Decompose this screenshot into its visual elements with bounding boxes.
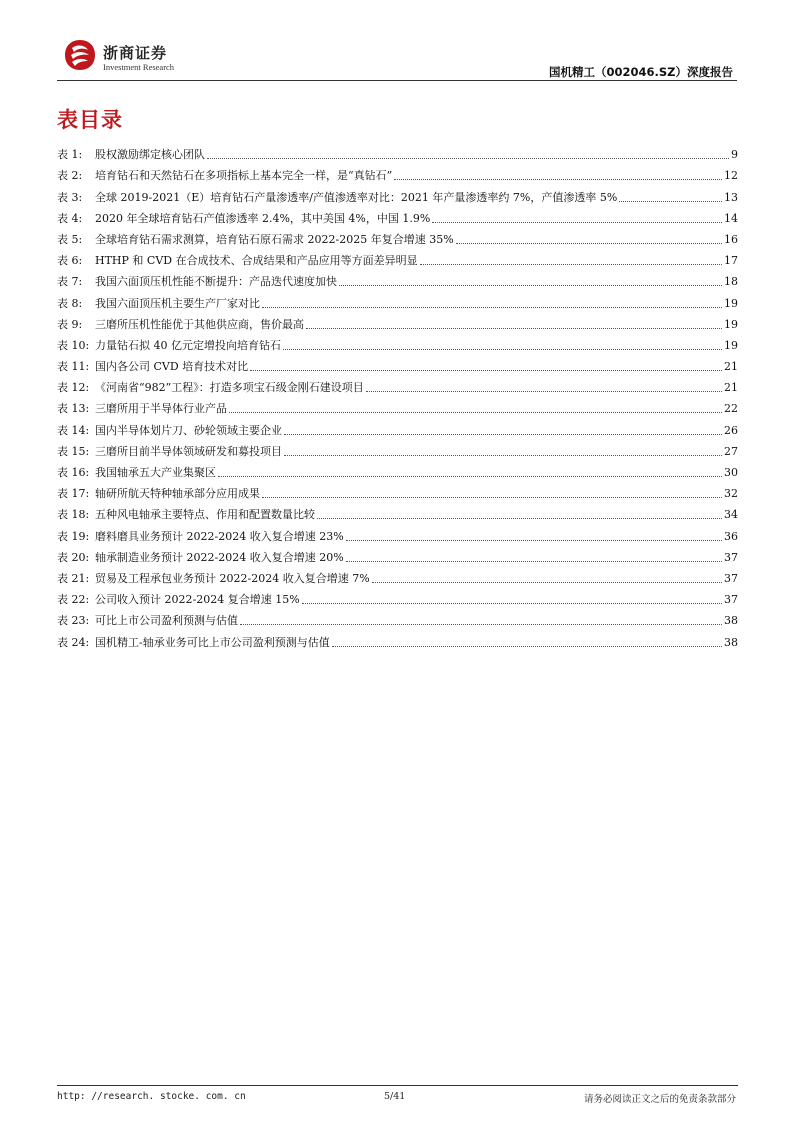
toc-entry-page: 37 — [724, 550, 738, 564]
toc-entry-text: 国内各公司 CVD 培育技术对比 — [95, 360, 249, 374]
toc-entry-text: 国机精工-轴承业务可比上市公司盈利预测与估值 — [95, 635, 330, 649]
toc-entry-title — [57, 465, 216, 480]
footer-url-link[interactable]: http: //research. stocke. com. cn — [57, 1091, 246, 1102]
toc-entry-label: 表 12: — [57, 381, 90, 395]
toc-entry[interactable] — [57, 607, 738, 628]
toc-entry-title — [57, 359, 248, 374]
toc-entry-text: 国内半导体划片刀、砂轮领域主要企业 — [95, 423, 282, 437]
page-header — [57, 0, 737, 82]
toc-leader-dots — [456, 243, 722, 244]
page-number: 5/41 — [384, 1091, 406, 1102]
footer-divider — [57, 1085, 738, 1086]
toc-entry-text: 全球 2019-2021（E）培育钻石产量渗透率/产值渗透率对比：2021 年产量渗透率约 7%，产值渗透率 5% — [95, 190, 618, 204]
toc-entry-label: 表 13: — [57, 402, 90, 416]
toc-entry-label: 表 1: — [57, 148, 83, 162]
toc-entry-title — [57, 380, 364, 395]
toc-entry-text: 我国六面顶压机性能不断提升：产品迭代速度加快 — [95, 275, 337, 289]
toc-entry-page: 17 — [724, 254, 738, 268]
toc-entry-page: 13 — [724, 190, 738, 204]
toc-entry[interactable] — [57, 268, 738, 289]
brand-name-cn: 浙商证券 — [103, 44, 168, 62]
toc-entry-text: 磨料磨具业务预计 2022-2024 收入复合增速 23% — [95, 529, 344, 543]
toc-entry-text: 公司收入预计 2022-2024 复合增速 15% — [95, 593, 300, 607]
toc-leader-dots — [229, 412, 722, 413]
toc-entry-page: 19 — [724, 338, 738, 352]
toc-entry[interactable] — [57, 395, 738, 416]
toc-entry-page: 16 — [724, 232, 738, 246]
toc-entry-title — [57, 211, 430, 226]
toc-entry-page: 37 — [724, 571, 738, 585]
toc-entry-text: 可比上市公司盈利预测与估值 — [95, 614, 238, 628]
toc-entry[interactable] — [57, 289, 738, 310]
toc-entry[interactable] — [57, 565, 738, 586]
toc-entry-text: 2020 年全球培育钻石产值渗透率 2.4%，其中美国 4%，中国 1.9% — [95, 211, 431, 225]
toc-leader-dots — [346, 540, 722, 541]
toc-entry-text: 轴研所航天特种轴承部分应用成果 — [95, 487, 260, 501]
toc-entry-label: 表 11: — [57, 360, 90, 374]
toc-entry-page: 18 — [724, 275, 738, 289]
toc-entry-label: 表 22: — [57, 593, 90, 607]
toc-entry-text: HTHP 和 CVD 在合成技术、合成结果和产品应用等方面差异明显 — [95, 254, 418, 268]
toc-entry-page: 38 — [724, 635, 738, 649]
toc-entry-page: 9 — [731, 148, 738, 162]
header-divider — [57, 80, 737, 81]
toc-entry[interactable] — [57, 205, 738, 226]
toc-entry-title — [57, 550, 344, 565]
toc-entry-label: 表 6: — [57, 254, 83, 268]
zheshang-logo-icon — [63, 38, 97, 72]
toc-entry-title — [57, 592, 300, 607]
toc-leader-dots — [420, 264, 722, 265]
toc-entry-page: 38 — [724, 614, 738, 628]
toc-entry-label: 表 18: — [57, 508, 90, 522]
toc-leader-dots — [306, 328, 722, 329]
toc-entry-page: 26 — [724, 423, 738, 437]
toc-leader-dots — [339, 285, 722, 286]
toc-entry[interactable] — [57, 162, 738, 183]
toc-leader-dots — [372, 582, 722, 583]
toc-leader-dots — [284, 455, 722, 456]
toc-entry-title — [57, 338, 281, 353]
toc-entry-page: 21 — [724, 381, 738, 395]
toc-entry-page: 19 — [724, 317, 738, 331]
toc-entry-title — [57, 296, 260, 311]
toc-leader-dots — [332, 646, 722, 647]
toc-entry-label: 表 2: — [57, 169, 83, 183]
toc-entry-title — [57, 613, 238, 628]
toc-entry-label: 表 20: — [57, 550, 90, 564]
toc-leader-dots — [240, 624, 722, 625]
toc-entry-text: 我国六面顶压机主要生产厂家对比 — [95, 296, 260, 310]
table-of-tables-list — [57, 141, 738, 650]
toc-entry[interactable] — [57, 438, 738, 459]
toc-entry-text: 我国轴承五大产业集聚区 — [95, 466, 216, 479]
toc-leader-dots — [262, 307, 722, 308]
toc-entry-title — [57, 571, 370, 586]
toc-entry-page: 22 — [724, 402, 738, 416]
toc-leader-dots — [366, 391, 722, 392]
toc-entry-label: 表 16: — [57, 466, 90, 479]
toc-leader-dots — [207, 158, 729, 159]
toc-entry[interactable] — [57, 628, 738, 649]
toc-entry-label: 表 17: — [57, 487, 90, 501]
toc-entry-page: 36 — [724, 529, 738, 543]
toc-entry-label: 表 5: — [57, 232, 83, 246]
disclaimer-note: 请务必阅读正文之后的免责条款部分 — [583, 1094, 736, 1105]
toc-entry-label: 表 14: — [57, 423, 90, 437]
toc-entry-page: 30 — [724, 466, 738, 479]
toc-entry-title — [57, 274, 337, 289]
toc-entry-label: 表 9: — [57, 317, 83, 331]
toc-entry-label: 表 4: — [57, 211, 83, 225]
toc-entry-label: 表 10: — [57, 338, 90, 352]
toc-leader-dots — [284, 434, 722, 435]
toc-entry-label: 表 21: — [57, 571, 90, 585]
toc-entry-page: 21 — [724, 360, 738, 374]
toc-entry-text: 三磨所用于半导体行业产品 — [95, 402, 227, 416]
toc-leader-dots — [317, 518, 722, 519]
toc-entry-title — [57, 486, 260, 501]
toc-entry-title — [57, 401, 227, 416]
toc-entry-label: 表 7: — [57, 275, 83, 289]
toc-entry[interactable] — [57, 374, 738, 395]
toc-entry-title — [57, 317, 304, 332]
toc-entry[interactable] — [57, 247, 738, 268]
toc-leader-dots — [394, 179, 722, 180]
toc-entry[interactable] — [57, 522, 738, 543]
toc-entry-label: 表 15: — [57, 444, 90, 458]
toc-entry-text: 力量钻石拟 40 亿元定增投向培育钻石 — [95, 338, 281, 352]
toc-entry-label: 表 19: — [57, 529, 90, 543]
toc-entry-page: 37 — [724, 593, 738, 607]
toc-entry-page: 12 — [724, 169, 738, 183]
toc-leader-dots — [262, 497, 722, 498]
brand-name-en: Investment Research — [103, 62, 175, 72]
table-of-tables-heading: 表目录 — [57, 108, 123, 132]
toc-entry[interactable] — [57, 416, 738, 437]
toc-entry-page: 32 — [724, 487, 738, 501]
toc-entry-title — [57, 232, 454, 247]
toc-entry-label: 表 23: — [57, 614, 90, 628]
toc-entry[interactable] — [57, 459, 738, 480]
toc-entry-title — [57, 190, 617, 205]
toc-entry-text: 全球培育钻石需求测算，培育钻石原石需求 2022-2025 年复合增速 35% — [95, 232, 454, 246]
toc-entry-label: 表 24: — [57, 635, 90, 649]
toc-entry-title — [57, 507, 315, 522]
toc-leader-dots — [283, 349, 722, 350]
toc-entry[interactable] — [57, 501, 738, 522]
toc-entry-title — [57, 423, 282, 438]
toc-entry-title — [57, 529, 344, 544]
toc-entry-text: 股权激励绑定核心团队 — [95, 148, 205, 162]
toc-entry[interactable] — [57, 141, 738, 162]
toc-entry-page: 19 — [724, 296, 738, 310]
toc-entry[interactable] — [57, 183, 738, 204]
toc-entry-text: 轴承制造业务预计 2022-2024 收入复合增速 20% — [95, 550, 344, 564]
toc-entry[interactable] — [57, 311, 738, 332]
toc-entry[interactable] — [57, 586, 738, 607]
toc-entry-title — [57, 147, 205, 162]
toc-entry-label: 表 8: — [57, 296, 83, 310]
toc-entry[interactable] — [57, 480, 738, 501]
toc-entry[interactable] — [57, 544, 738, 565]
toc-entry-text: 培育钻石和天然钻石在多项指标上基本完全一样，是“真钻石” — [95, 169, 393, 183]
toc-entry-page: 34 — [724, 508, 738, 522]
toc-leader-dots — [302, 603, 722, 604]
toc-leader-dots — [619, 201, 722, 202]
toc-entry-page: 14 — [724, 211, 738, 225]
toc-entry-text: 《河南省“982”工程》：打造多项宝石级金刚石建设项目 — [95, 381, 364, 395]
toc-leader-dots — [346, 561, 722, 562]
toc-leader-dots — [250, 370, 722, 371]
toc-entry[interactable] — [57, 332, 738, 353]
toc-entry-text: 三磨所目前半导体领域研发和募投项目 — [95, 444, 282, 458]
toc-entry-text: 贸易及工程承包业务预计 2022-2024 收入复合增速 7% — [95, 571, 370, 585]
report-title: 国机精工（002046.SZ）深度报告 — [549, 65, 733, 79]
toc-entry[interactable] — [57, 226, 738, 247]
toc-leader-dots — [432, 222, 722, 223]
toc-entry-title — [57, 168, 392, 183]
toc-leader-dots — [218, 476, 722, 477]
toc-entry[interactable] — [57, 353, 738, 374]
toc-entry-title — [57, 253, 418, 268]
toc-entry-label: 表 3: — [57, 190, 83, 204]
toc-entry-page: 27 — [724, 444, 738, 458]
toc-entry-text: 三磨所压机性能优于其他供应商，售价最高 — [95, 317, 304, 331]
toc-entry-title — [57, 444, 282, 459]
toc-entry-title — [57, 635, 330, 650]
toc-entry-text: 五种风电轴承主要特点、作用和配置数量比较 — [95, 508, 315, 522]
